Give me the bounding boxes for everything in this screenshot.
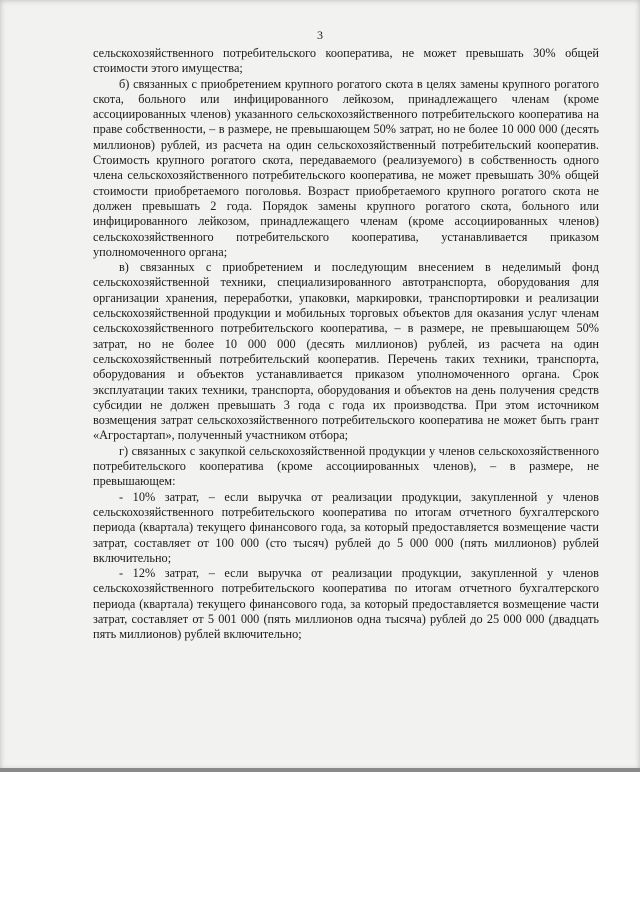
paragraph-item-g: г) связанных с закупкой сельскохозяйственной продукции у членов сельскохозяйственного потребительского кооператива (кроме ассоциированных членов), – в размере, не превышающем:	[93, 443, 599, 489]
paragraph-item-b: б) связанных с приобретением крупного рогатого скота в целях замены крупного рогатого скота, больного или инфицированного лейкозом, принадлежащего членам (кроме ассоциированных членов) указанного сельскохозяйственного потребительского кооператива на праве собственности, – в размере, не превышающем 50% затрат, но не более 10 000 000 (десять миллионов) рублей, из расчета на один сельскохозяйственный потребительский кооператив. Стоимость крупного рогатого скота, передаваемого (реализуемого) в собственность одного члена сельскохозяйственного потребительского кооператива, не может превышать 30% общей стоимости приобретаемого поголовья. Возраст приобретаемого крупного рогатого скота не должен превышать 2 года. Порядок замены крупного рогатого скота, больного или инфицированного лейкозом, принадлежащего членам (кроме ассоциированных членов) сельскохозяйственного потребительского кооператива, устанавливается приказом уполномоченного органа;	[93, 76, 599, 259]
paragraph-subitem-12: - 12% затрат, – если выручка от реализации продукции, закупленной у членов сельскохозяйственного потребительского кооператива по итогам отчетного бухгалтерского периода (квартала) текущего финансового года, за который предоставляется возмещение части затрат, составляет от 5 001 000 (пять миллионов одна тысяча) рублей до 25 000 000 (двадцать пять миллионов) рублей включительно;	[93, 566, 599, 642]
paragraph-subitem-10: - 10% затрат, – если выручка от реализации продукции, закупленной у членов сельскохозяйственного потребительского кооператива по итогам отчетного бухгалтерского периода (квартала) текущего финансового года, за который предоставляется возмещение части затрат, составляет от 100 000 (сто тысяч) рублей до 5 000 000 (пять миллионов) рублей включительно;	[93, 489, 599, 565]
scan-bottom-edge	[0, 768, 640, 772]
paragraph-item-v: в) связанных с приобретением и последующим внесением в неделимый фонд сельскохозяйственной техники, специализированного автотранспорта, оборудования для организации хранения, переработки, упаковки, маркировки, транспортировки и реализации сельскохозяйственной продукции и мобильных торговых объектов для оказания услуг членам сельскохозяйственного потребительского кооператива, – в размере, не превышающем 50% затрат, но не более 10 000 000 (десять миллионов) рублей, из расчета на один сельскохозяйственный потребительский кооператив. Перечень таких техники, транспорта, оборудования и объектов устанавливается приказом уполномоченного органа. Срок эксплуатации таких техники, транспорта, оборудования и объектов на день получения средств субсидии не должен превышать 3 года с года их производства. При этом источником возмещения затрат сельскохозяйственного потребительского кооператива не может быть грант «Агростартап», полученный участником отбора;	[93, 260, 599, 443]
paragraph-continuation: сельскохозяйственного потребительского кооператива, не может превышать 30% общей стоимости этого имущества;	[93, 46, 599, 76]
document-body	[93, 46, 599, 643]
page-number: 3	[317, 28, 323, 42]
